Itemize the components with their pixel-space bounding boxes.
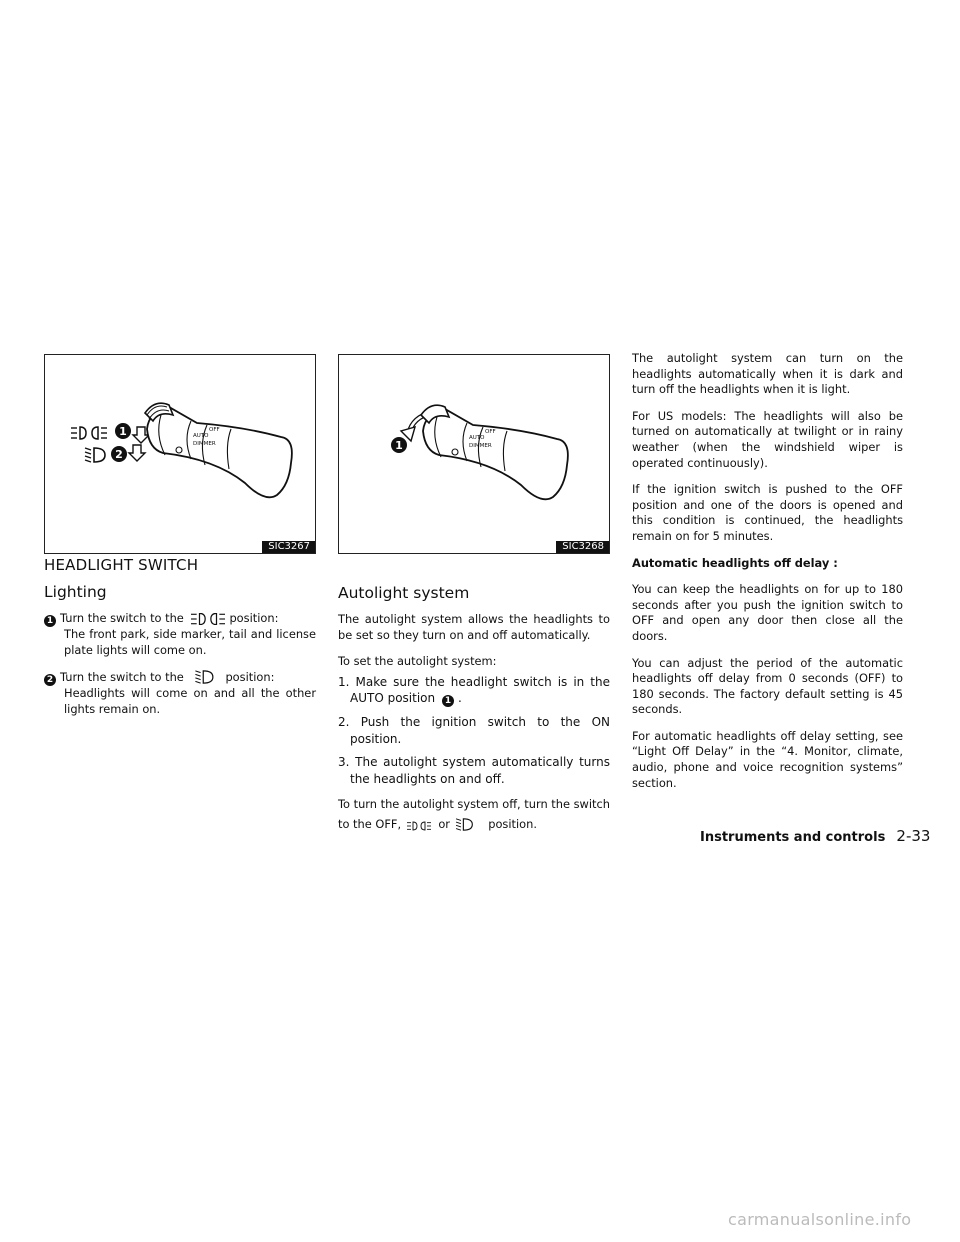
callout-1 bbox=[391, 437, 407, 453]
callout-2 bbox=[111, 446, 127, 462]
list-item: 3. The autolight system automatically turns the headlights on and off. bbox=[338, 755, 610, 786]
svg-text:AUTO: AUTO bbox=[469, 435, 485, 441]
page-footer bbox=[700, 826, 931, 845]
arrow-down-icon bbox=[129, 445, 145, 461]
footer-section-title: Instruments and controls bbox=[700, 830, 886, 845]
paragraph: To set the autolight system: bbox=[338, 654, 497, 669]
steps-list bbox=[338, 674, 610, 788]
paragraph-title: Automatic headlights off delay : bbox=[632, 555, 838, 570]
paragraph: If the ignition switch is pushed to the OFF position and one of the doors is opened and this condition is continued, the headlights remain on for 5 minutes. bbox=[632, 482, 903, 543]
list-item: 2. Push the ignition switch to the ON position. bbox=[338, 715, 610, 746]
subsection-heading: Lighting bbox=[44, 583, 107, 601]
svg-text:1: 1 bbox=[395, 439, 403, 452]
headlight-icon bbox=[193, 670, 217, 684]
figure-label: SIC3268 bbox=[556, 541, 609, 553]
column-2 bbox=[338, 584, 610, 832]
svg-text:DIMMER: DIMMER bbox=[469, 443, 492, 449]
paragraph: You can keep the headlights on for up to 180 seconds after you push the ignition switch to OFF and open any door then close all the doors. bbox=[632, 582, 903, 643]
number-badge: 1 bbox=[44, 615, 56, 627]
paragraph: You can adjust the period of the automatic headlights off delay from 0 seconds (OFF) to 180 seconds. The factory default setting is 45 seconds. bbox=[632, 655, 903, 717]
combination-switch-illustration bbox=[45, 355, 315, 541]
svg-text:2: 2 bbox=[115, 448, 123, 461]
subsection-heading: Autolight system bbox=[338, 584, 470, 602]
figure-headlight-switch bbox=[44, 354, 316, 554]
paragraph: To turn the autolight system off, turn the switch to the OFF, or position. bbox=[338, 797, 610, 831]
section-heading: HEADLIGHT SWITCH bbox=[44, 556, 199, 574]
parking-light-icon bbox=[191, 613, 225, 625]
paragraph: The autolight system can turn on the headlights automatically when it is dark and turn off the headlights when it is light. bbox=[632, 351, 903, 397]
figure-autolight-switch bbox=[338, 354, 610, 554]
parking-light-icon bbox=[71, 427, 107, 439]
list-item: 2 Turn the switch to the position: Headlights will come on and all the other lights remain on. bbox=[44, 670, 316, 717]
svg-text:1: 1 bbox=[119, 425, 127, 438]
parking-light-icon bbox=[407, 821, 431, 831]
svg-text:AUTO: AUTO bbox=[193, 433, 209, 439]
paragraph: The autolight system allows the headlights to be set so they turn on and off automatically. bbox=[338, 612, 610, 642]
svg-text:DIMMER: DIMMER bbox=[193, 441, 216, 447]
list-item: 1. Make sure the headlight switch is in the AUTO position 1 . bbox=[338, 674, 610, 707]
list-item: 1 Turn the switch to the position: The front park, side marker, tail and license plate lights will come on. bbox=[44, 611, 316, 658]
headlight-icon bbox=[455, 818, 475, 831]
headlight-icon bbox=[85, 448, 105, 462]
number-badge: 1 bbox=[442, 695, 454, 707]
number-badge: 2 bbox=[44, 674, 56, 686]
combination-switch-illustration bbox=[339, 355, 609, 541]
page-number: 2-33 bbox=[896, 827, 931, 845]
svg-text:OFF: OFF bbox=[485, 429, 496, 435]
callout-1 bbox=[115, 423, 131, 439]
column-1 bbox=[44, 556, 316, 717]
figure-label: SIC3267 bbox=[262, 541, 315, 553]
paragraph: For US models: The headlights will also be turned on automatically at twilight or in rainy weather (when the windshield wiper is operated continuously). bbox=[632, 408, 903, 470]
svg-text:OFF: OFF bbox=[209, 427, 220, 433]
watermark: carmanualsonline.info bbox=[728, 1210, 912, 1229]
paragraph: For automatic headlights off delay setting, see “Light Off Delay” in the “4. Monitor, climate, audio, phone and voice recognition systems” section. bbox=[632, 728, 903, 790]
column-3 bbox=[632, 351, 903, 802]
